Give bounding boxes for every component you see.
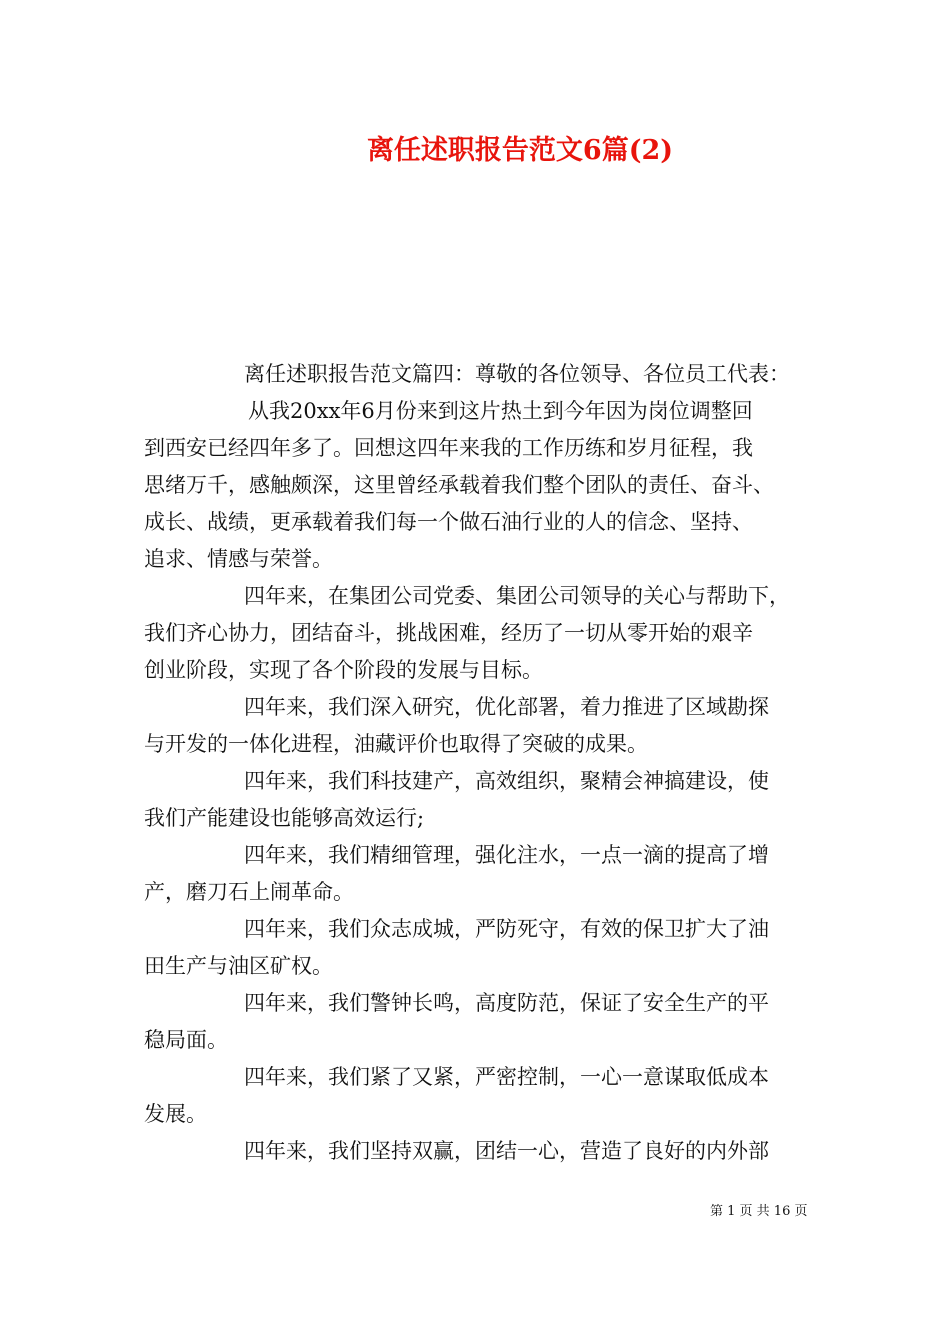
text-line: 成长、战绩，更承载着我们每一个做石油行业的人的信念、坚持、 [144,510,753,534]
text-line: 四年来，在集团公司党委、集团公司领导的关心与帮助下， [244,584,790,608]
text-line: 田生产与油区矿权。 [144,954,333,978]
text-line: 发展。 [144,1102,207,1126]
text-line: 离任述职报告范文篇四：尊敬的各位领导、各位员工代表： [244,362,790,386]
text-line: 创业阶段，实现了各个阶段的发展与目标。 [144,658,543,682]
text-line: 我们产能建设也能够高效运行; [144,806,425,830]
text-line: 思绪万千，感触颇深，这里曾经承载着我们整个团队的责任、奋斗、 [144,473,774,497]
text-line: 四年来，我们科技建产，高效组织，聚精会神搞建设，使 [244,769,769,793]
document-body [144,356,814,1170]
text-line: 追求、情感与荣誉。 [144,547,333,571]
page-number: 第 1 页 共 16 页 [710,1204,808,1219]
text-line: 到西安已经四年多了。回想这四年来我的工作历练和岁月征程，我 [144,436,753,460]
text-line: 与开发的一体化进程，油藏评价也取得了突破的成果。 [144,732,648,756]
text-line: 稳局面。 [144,1028,228,1052]
text-line: 四年来，我们坚持双赢，团结一心，营造了良好的内外部 [244,1139,769,1163]
document-title: 离任述职报告范文6篇(2) [366,135,674,166]
text-line: 四年来，我们警钟长鸣，高度防范，保证了安全生产的平 [244,991,769,1015]
text-line: 产，磨刀石上闹革命。 [144,880,354,904]
text-line: 四年来，我们紧了又紧，严密控制，一心一意谋取低成本 [244,1065,769,1089]
text-line: 我们齐心协力，团结奋斗，挑战困难，经历了一切从零开始的艰辛 [144,621,753,645]
text-line: 从我20xx年6月份来到这片热土到今年因为岗位调整回 [248,399,753,423]
text-line: 四年来，我们精细管理，强化注水，一点一滴的提高了增 [244,843,769,867]
text-line: 四年来，我们深入研究，优化部署，着力推进了区域勘探 [244,695,769,719]
text-line: 四年来，我们众志成城，严防死守，有效的保卫扩大了油 [244,917,769,941]
